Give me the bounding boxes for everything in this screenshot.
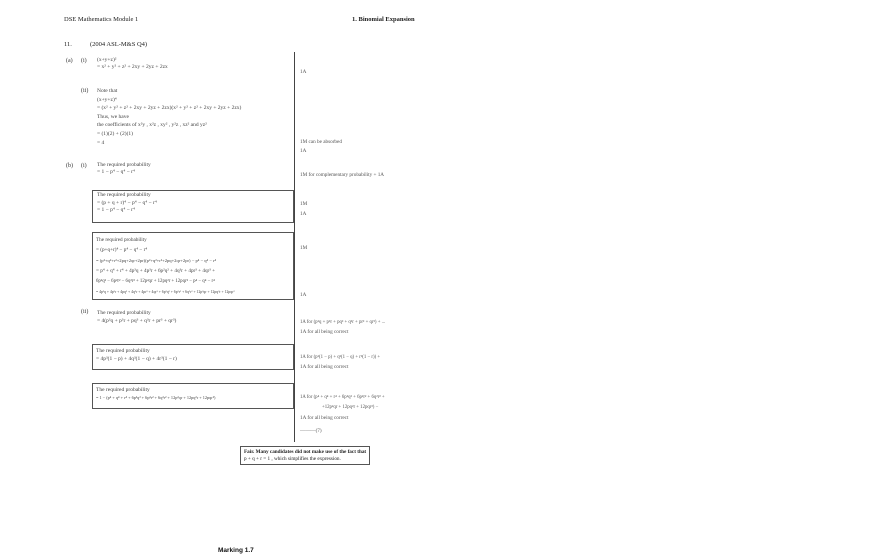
part-a-i-mark: 1A — [300, 69, 307, 75]
part-a-ii-line-5: the coefficients of x²y , x²z , xy² , y²z , xz² and yz² — [97, 122, 207, 129]
alt-1-mark-2: 1A — [300, 211, 307, 217]
part-b-i-label: (i) — [81, 163, 87, 169]
part-a-ii-line-2: (x+y+z)⁴ — [97, 96, 117, 103]
header-right-text: 1. Binomial Expansion — [352, 16, 415, 23]
alt-4-mark-1b: +12p²qr + 12pq²r + 12pqr²) − — [322, 405, 379, 410]
alt-1-line-1: The required probability — [97, 192, 151, 198]
alt-1-work — [97, 192, 157, 215]
examiner-comment-line-2: p + q + r = 1 , which simplifies the expression. — [244, 455, 341, 462]
part-b-i-mark: 1M for complementary probability + 1A — [300, 172, 385, 178]
part-a-ii-line-7: = 4 — [97, 139, 105, 146]
part-b-i-work — [97, 162, 151, 176]
header-left: DSE Mathematics Module 1 — [64, 16, 139, 23]
part-b-ii-label: (ii) — [81, 309, 89, 315]
alt-2-line-4: = p⁴ + q⁴ + r⁴ + 4p³q + 4p³r + 6p²q² + 4q³r + 4pr³ + 4qr³ + — [96, 268, 216, 275]
part-a-label: (a) — [66, 58, 73, 64]
alt-1-line-3: = 1 − p⁴ − q⁴ − r⁴ — [97, 207, 135, 214]
examiner-comment — [240, 446, 370, 465]
part-a-ii-label: (ii) — [81, 88, 89, 94]
header-right — [352, 16, 415, 23]
part-b-label: (b) — [66, 163, 73, 169]
alt-4-mark-1: 1A for (p⁴ + q⁴ + r⁴ + 6p²q² + 6p²r² + 6q²r² + — [300, 395, 385, 400]
alt-2-work — [96, 235, 235, 297]
alt-4-line-1: The required probability — [96, 387, 150, 393]
alt-3-line-2: = 4p³(1 − p) + 4q³(1 − q) + 4r³(1 − r) — [96, 356, 177, 362]
alt-3-mark-2: 1A for all being correct — [300, 364, 349, 370]
alt-3-mark-1: 1A for (p³(1 − p) + q³(1 − q) + r³(1 − r)) + — [300, 355, 381, 360]
part-b-i-line-2: = 1 − p⁴ − q⁴ − r⁴ — [97, 168, 135, 175]
part-a-ii-mark-1: 1M can be absorbed — [300, 139, 342, 145]
part-b-total-marks: ———(7) — [300, 428, 322, 434]
part-b-ii-work — [97, 309, 176, 325]
part-a-i-line-1: (x+y+z)² — [97, 57, 117, 63]
alt-4-mark-2: 1A for all being correct — [300, 415, 349, 421]
alt-2-line-6: = 4p³q + 4p³r + 4pq³ + 4q³r + 4pr³ + 4qr³ + 6p²q² + 6p²r² + 6q²r² + 12p²qr + 12pq²r + 12pqr² — [96, 290, 235, 295]
marking-column-rule — [294, 52, 295, 442]
alt-2-line-3: = (p²+q²+r²+2pq+2qr+2pr)(p²+q²+r²+2pq+2qr+2pr) − p⁴ − q⁴ − r⁴ — [96, 257, 217, 263]
alt-2-mark-2: 1A — [300, 292, 307, 298]
alt-2-line-5: 6p²q² − 6p²r² − 6q²r² + 12p²qr + 12pq²r + 12pqr² − p⁴ − q⁴ − r⁴ — [96, 278, 215, 284]
part-a-ii-mark-2: 1A — [300, 148, 307, 154]
part-a-i-work — [97, 57, 168, 71]
part-b-ii-line-1: The required probability — [97, 310, 151, 316]
question-number: 11. — [64, 41, 72, 48]
part-a-i-line-2: = x² + y² + z² + 2xy + 2yz + 2zx — [97, 63, 168, 70]
alt-3-work — [96, 347, 177, 363]
alt-2-mark-1: 1M — [300, 245, 308, 251]
part-a-ii-line-6: = (1)(2) + (2)(1) — [97, 130, 133, 137]
alt-1-mark-1: 1M — [300, 201, 308, 207]
page-footer: Marking 1.7 — [218, 547, 254, 554]
part-b-ii-line-2: = 4(p³q + p³r + pq³ + q³r + pr³ + qr³) — [97, 318, 177, 324]
alt-2-line-1: The required probability — [96, 237, 147, 243]
question-source: (2004 ASL-M&S Q4) — [90, 41, 148, 48]
part-b-i-line-1: The required probability — [97, 162, 151, 168]
alt-4-line-2: = 1 − (p⁴ + q⁴ + r⁴ + 6p²q² + 6p²r² + 6q²r² + 12p²qr + 12pq²r + 12pqr²) — [96, 395, 216, 400]
part-a-ii-line-4: Thus, we have — [97, 113, 129, 120]
part-a-ii-line-1: Note that — [97, 88, 118, 94]
alt-2-line-2: = (p+q+r)⁴ − p⁴ − q⁴ − r⁴ — [96, 247, 148, 254]
alt-3-line-1: The required probability — [96, 348, 150, 354]
part-b-ii-mark-2: 1A for all being correct — [300, 329, 349, 335]
alt-4-work — [96, 386, 215, 402]
part-a-i-label: (i) — [81, 58, 87, 64]
part-b-ii-mark-1: 1A for (p³q + p³r + pq³ + q³r + pr³ + qr³) + ... — [300, 320, 386, 325]
part-a-ii-line-3: = (x² + y² + z² + 2xy + 2yz + 2zx)(x² + y² + z² + 2xy + 2yz + 2zx) — [97, 105, 242, 112]
part-a-ii-work — [97, 87, 241, 147]
alt-1-line-2: = (p + q + r)⁴ − p⁴ − q⁴ − r⁴ — [97, 199, 157, 206]
examiner-comment-line-1: Fair. Many candidates did not make use of the fact that — [244, 449, 367, 455]
